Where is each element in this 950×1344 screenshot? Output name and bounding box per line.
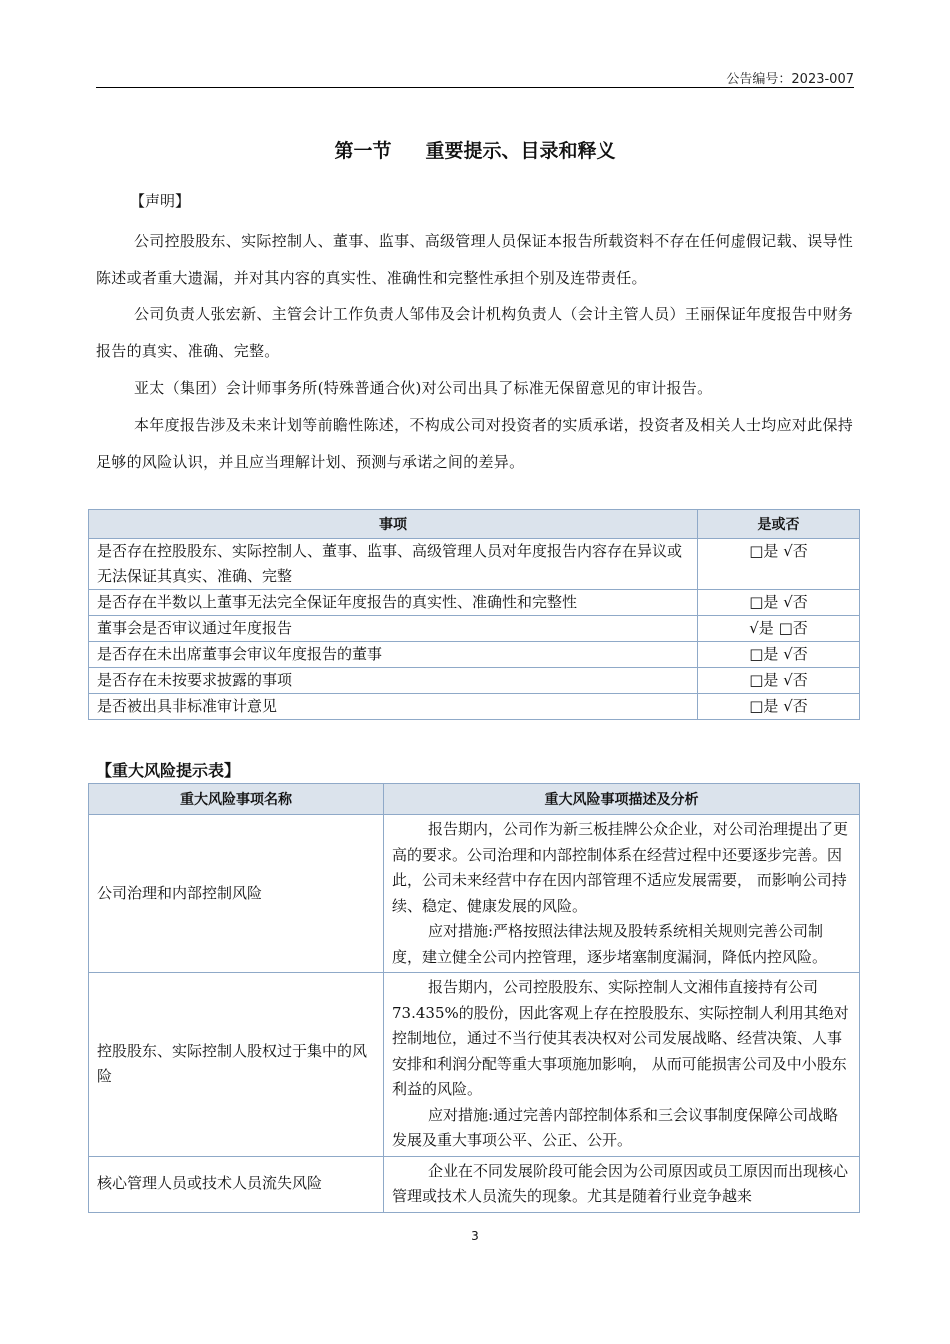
risk-description xyxy=(384,815,860,973)
risk-paragraph: 企业在不同发展阶段可能会因为公司原因或员工原因而出现核心管理或技术人员流失的现象。尤其是随着行业竞争越来 xyxy=(392,1161,849,1205)
section-number: 第一节 xyxy=(334,140,392,162)
announcement-number: 公告编号：2023-007 xyxy=(726,72,854,87)
matter-answer: √是 □否 xyxy=(698,616,860,642)
risk-description xyxy=(384,1156,860,1212)
risk-name: 公司治理和内部控制风险 xyxy=(89,815,384,973)
table-row xyxy=(89,616,860,642)
table-row xyxy=(89,668,860,694)
statement-paragraph: 公司控股股东、实际控制人、董事、监事、高级管理人员保证本报告所载资料不存在任何虚假记载、误导性陈述或者重大遗漏，并对其内容的真实性、准确性和完整性承担个别及连带责任。 xyxy=(96,232,854,287)
table-row xyxy=(89,815,860,973)
matter-answer: □是 √否 xyxy=(698,539,860,590)
section-title xyxy=(0,136,950,163)
risk-name: 核心管理人员或技术人员流失风险 xyxy=(89,1156,384,1212)
table-row xyxy=(89,539,860,590)
column-header-item: 事项 xyxy=(89,510,698,539)
matter-answer: □是 √否 xyxy=(698,668,860,694)
table-header-row xyxy=(89,510,860,539)
risk-table xyxy=(88,783,860,1213)
risk-table-title: 【重大风险提示表】 xyxy=(96,761,241,780)
matter-item: 董事会是否审议通过年度报告 xyxy=(89,616,698,642)
risk-paragraph: 报告期内，公司控股股东、实际控制人文湘伟直接持有公司 73.435%的股份，因此客观上存在控股股东、实际控制人利用其绝对控制地位，通过不当行使其表决权对公司发展战略、经营决策、人事安排和利润分配等重大事项施加影响， 从而可能损害公司及中小股东利益的风险。 xyxy=(392,978,849,1098)
matter-item: 是否存在半数以上董事无法完全保证年度报告的真实性、准确性和完整性 xyxy=(89,590,698,616)
header-divider xyxy=(96,87,854,88)
matter-answer: □是 √否 xyxy=(698,694,860,720)
statement-paragraph: 亚太（集团）会计师事务所(特殊普通合伙)对公司出具了标准无保留意见的审计报告。 xyxy=(134,379,713,397)
risk-measure: 应对措施:通过完善内部控制体系和三会议事制度保障公司战略发展及重大事项公平、公正、公开。 xyxy=(392,1105,839,1149)
risk-paragraph: 报告期内，公司作为新三板挂牌公众企业，对公司治理提出了更高的要求。公司治理和内部控制体系在经营过程中还要逐步完善。因此，公司未来经营中存在因内部管理不适应发展需要， 而影响公司持续、稳定、健康发展的风险。 xyxy=(392,820,849,915)
risk-description xyxy=(384,973,860,1157)
risk-name: 控股股东、实际控制人股权过于集中的风险 xyxy=(89,973,384,1157)
column-header-risk-name: 重大风险事项名称 xyxy=(89,784,384,815)
matter-item: 是否被出具非标准审计意见 xyxy=(89,694,698,720)
statement-paragraph: 本年度报告涉及未来计划等前瞻性陈述，不构成公司对投资者的实质承诺，投资者及相关人士均应对此保持足够的风险认识，并且应当理解计划、预测与承诺之间的差异。 xyxy=(96,416,854,471)
column-header-risk-description: 重大风险事项描述及分析 xyxy=(384,784,860,815)
risk-measure: 应对措施:严格按照法律法规及股转系统相关规则完善公司制度，建立健全公司内控管理，逐步堵塞制度漏洞，降低内控风险。 xyxy=(392,922,828,966)
matters-table xyxy=(88,509,860,720)
table-row xyxy=(89,590,860,616)
section-heading: 重要提示、目录和释义 xyxy=(425,140,616,162)
statement-paragraph: 公司负责人张宏新、主管会计工作负责人邹伟及会计机构负责人（会计主管人员）王丽保证年度报告中财务报告的真实、准确、完整。 xyxy=(96,305,854,360)
page-number: 3 xyxy=(471,1229,479,1243)
statement-label: 【声明】 xyxy=(130,192,191,210)
table-row xyxy=(89,694,860,720)
table-row xyxy=(89,1156,860,1212)
table-row xyxy=(89,642,860,668)
matter-item: 是否存在未按要求披露的事项 xyxy=(89,668,698,694)
column-header-answer: 是或否 xyxy=(698,510,860,539)
matter-answer: □是 √否 xyxy=(698,642,860,668)
matter-item: 是否存在未出席董事会审议年度报告的董事 xyxy=(89,642,698,668)
table-row xyxy=(89,973,860,1157)
matter-answer: □是 √否 xyxy=(698,590,860,616)
table-header-row xyxy=(89,784,860,815)
matter-item: 是否存在控股股东、实际控制人、董事、监事、高级管理人员对年度报告内容存在异议或无法保证其真实、准确、完整 xyxy=(89,539,698,590)
